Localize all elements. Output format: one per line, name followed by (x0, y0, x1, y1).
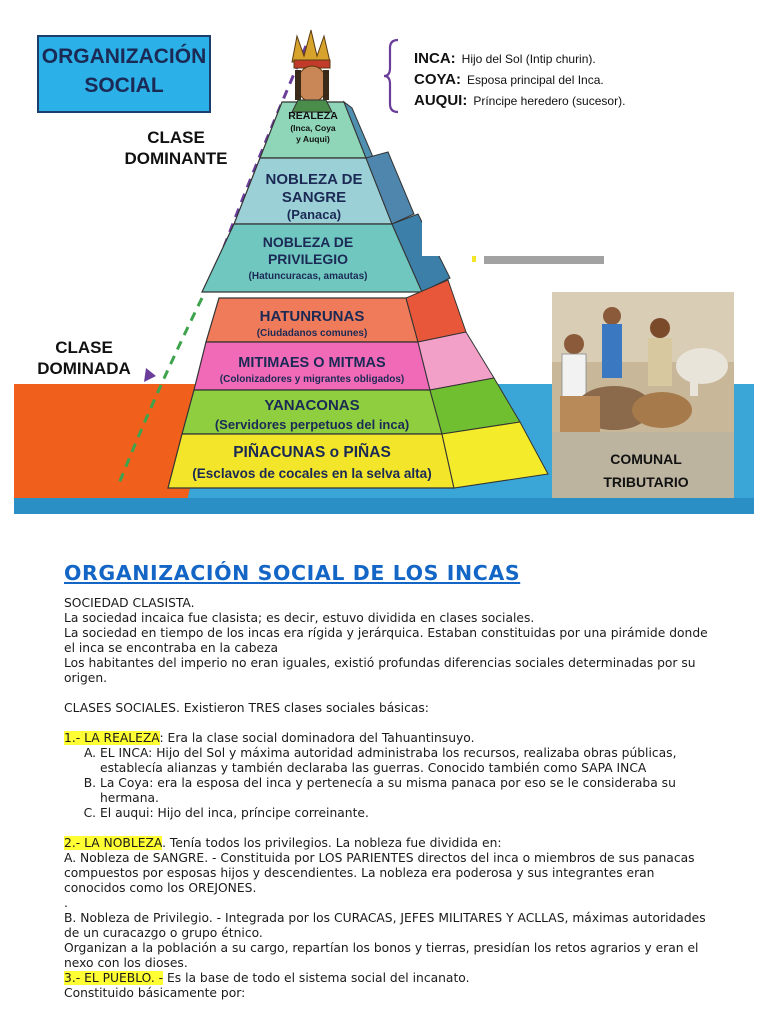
nobleza-text: . Tenía todos los privilegios. La nobleza fue dividida en: (162, 836, 502, 850)
list-item-inca: A. EL INCA: Hijo del Sol y máxima autoridad administraba los recursos, realizaba obras públicas, establecía alianzas y también declaraba las guerras. Conocido también como SAPA INCA (100, 746, 714, 776)
title-line-2: SOCIAL (84, 74, 164, 97)
inca-figure (292, 30, 332, 112)
intro-line-2: La sociedad incaica fue clasista; es decir, estuvo dividida en clases sociales. (64, 611, 535, 625)
arrow-head (144, 368, 156, 382)
nobleza-organizan: Organizan a la población a su cargo, repartían los bonos y tierras, presidían los retos agrarios y eran el nexo con los dioses. (64, 941, 699, 970)
pinacunas-label: PIÑACUNAS o PIÑAS (233, 444, 391, 461)
nobleza-highlight: 2.- LA NOBLEZA (64, 836, 163, 850)
realeza-highlight: 1.- LA REALEZA (64, 731, 160, 745)
legend (414, 50, 625, 109)
tributario-label: TRIBUTARIO (603, 474, 689, 490)
covered-white-box (422, 120, 720, 256)
clase-dominante-line-1: CLASE (147, 128, 205, 147)
hatunrunas-label: HATUNRUNAS (259, 308, 365, 325)
privilegio-label-2: PRIVILEGIO (267, 251, 349, 267)
title-line-1: ORGANIZACIÓN (41, 45, 207, 68)
realeza-text: : Era la clase social dominadora del Tahuantinsuyo. (159, 731, 475, 745)
sangre-label-3: (Panaca) (286, 207, 342, 222)
clases-intro: CLASES SOCIALES. Existieron TRES clases sociales básicas: (64, 701, 429, 715)
list-item-coya: B. La Coya: era la esposa del inca y pertenecía a su misma panaca por eso se le consideraba su hermana. (100, 776, 714, 806)
article (64, 560, 714, 1001)
nobleza-dot: . (64, 896, 68, 910)
privilegio-label-3: (Hatuncuracas, amautas) (248, 271, 368, 282)
clase-dominante-line-2: DOMINANTE (124, 149, 228, 168)
mitimaes-sub: (Colonizadores y migrantes obligados) (219, 374, 405, 385)
comunal-tributario-photo (552, 292, 734, 498)
nobleza-heading (64, 836, 714, 851)
mitimaes-label: MITIMAES O MITMAS (238, 355, 386, 371)
privilegio-label-1: NOBLEZA DE (262, 234, 354, 250)
realeza-list (64, 746, 714, 821)
yanaconas-sub: (Servidores perpetuos del inca) (214, 417, 410, 432)
nobleza-sangre: A. Nobleza de SANGRE. - Constituida por LOS PARIENTES directos del inca o miembros de sus panacas compuestos por esposas hijos y descendientes. La nobleza era poderosa y sus integrantes eran conocidos como los OREJONES. (64, 851, 695, 895)
sangre-label-2: SANGRE (281, 189, 347, 206)
yanaconas-label: YANACONAS (264, 397, 360, 414)
nobleza-privilegio: B. Nobleza de Privilegio. - Integrada por los CURACAS, JEFES MILITARES Y ACLLAS, máximas autoridades de un curacazgo o grupo étnico. (64, 911, 706, 940)
pueblo-constituido: Constituido básicamente por: (64, 986, 246, 1000)
clase-dominada-line-1: CLASE (55, 338, 113, 357)
realeza-label: REALEZA (288, 110, 338, 122)
pueblo-text: Es la base de todo el sistema social del incanato. (163, 971, 470, 985)
intro-line-4: Los habitantes del imperio no eran iguales, existió profundas diferencias sociales determinadas por su origen. (64, 656, 696, 685)
list-item-auqui: C. El auqui: Hijo del inca, príncipe correinante. (100, 806, 714, 821)
realeza-sub-1: (Inca, Coya (290, 123, 336, 133)
pinacunas-sub: (Esclavos de cocales en la selva alta) (192, 466, 432, 481)
realeza-heading (64, 731, 714, 746)
realeza-sub-2: y Auqui) (296, 134, 330, 144)
clase-dominada-line-2: DOMINADA (37, 359, 131, 378)
intro-line-3: La sociedad en tiempo de los incas era rígida y jerárquica. Estaban constituidas por una pirámide donde el inca se encontraba en la cabeza (64, 626, 708, 655)
article-title: ORGANIZACIÓN SOCIAL DE LOS INCAS (64, 561, 521, 585)
pyramid-diagram (14, 16, 754, 514)
intro-line-1: SOCIEDAD CLASISTA. (64, 596, 195, 610)
pueblo-highlight: 3.- EL PUEBLO. - (64, 971, 164, 985)
comunal-label: COMUNAL (610, 451, 682, 467)
legend-item-coya: COYA: Esposa principal del Inca. (414, 71, 604, 88)
organizacion-social-infographic (14, 16, 754, 514)
legend-brace (384, 40, 398, 112)
legend-item-auqui: AUQUI: Príncipe heredero (sucesor). (414, 92, 626, 109)
legend-item-inca: INCA: Hijo del Sol (Intip churin). (414, 50, 596, 67)
sangre-label-1: NOBLEZA DE (265, 171, 363, 188)
hatunrunas-sub: (Ciudadanos comunes) (256, 328, 368, 339)
pueblo-heading (64, 971, 714, 986)
ground-band (14, 498, 754, 514)
